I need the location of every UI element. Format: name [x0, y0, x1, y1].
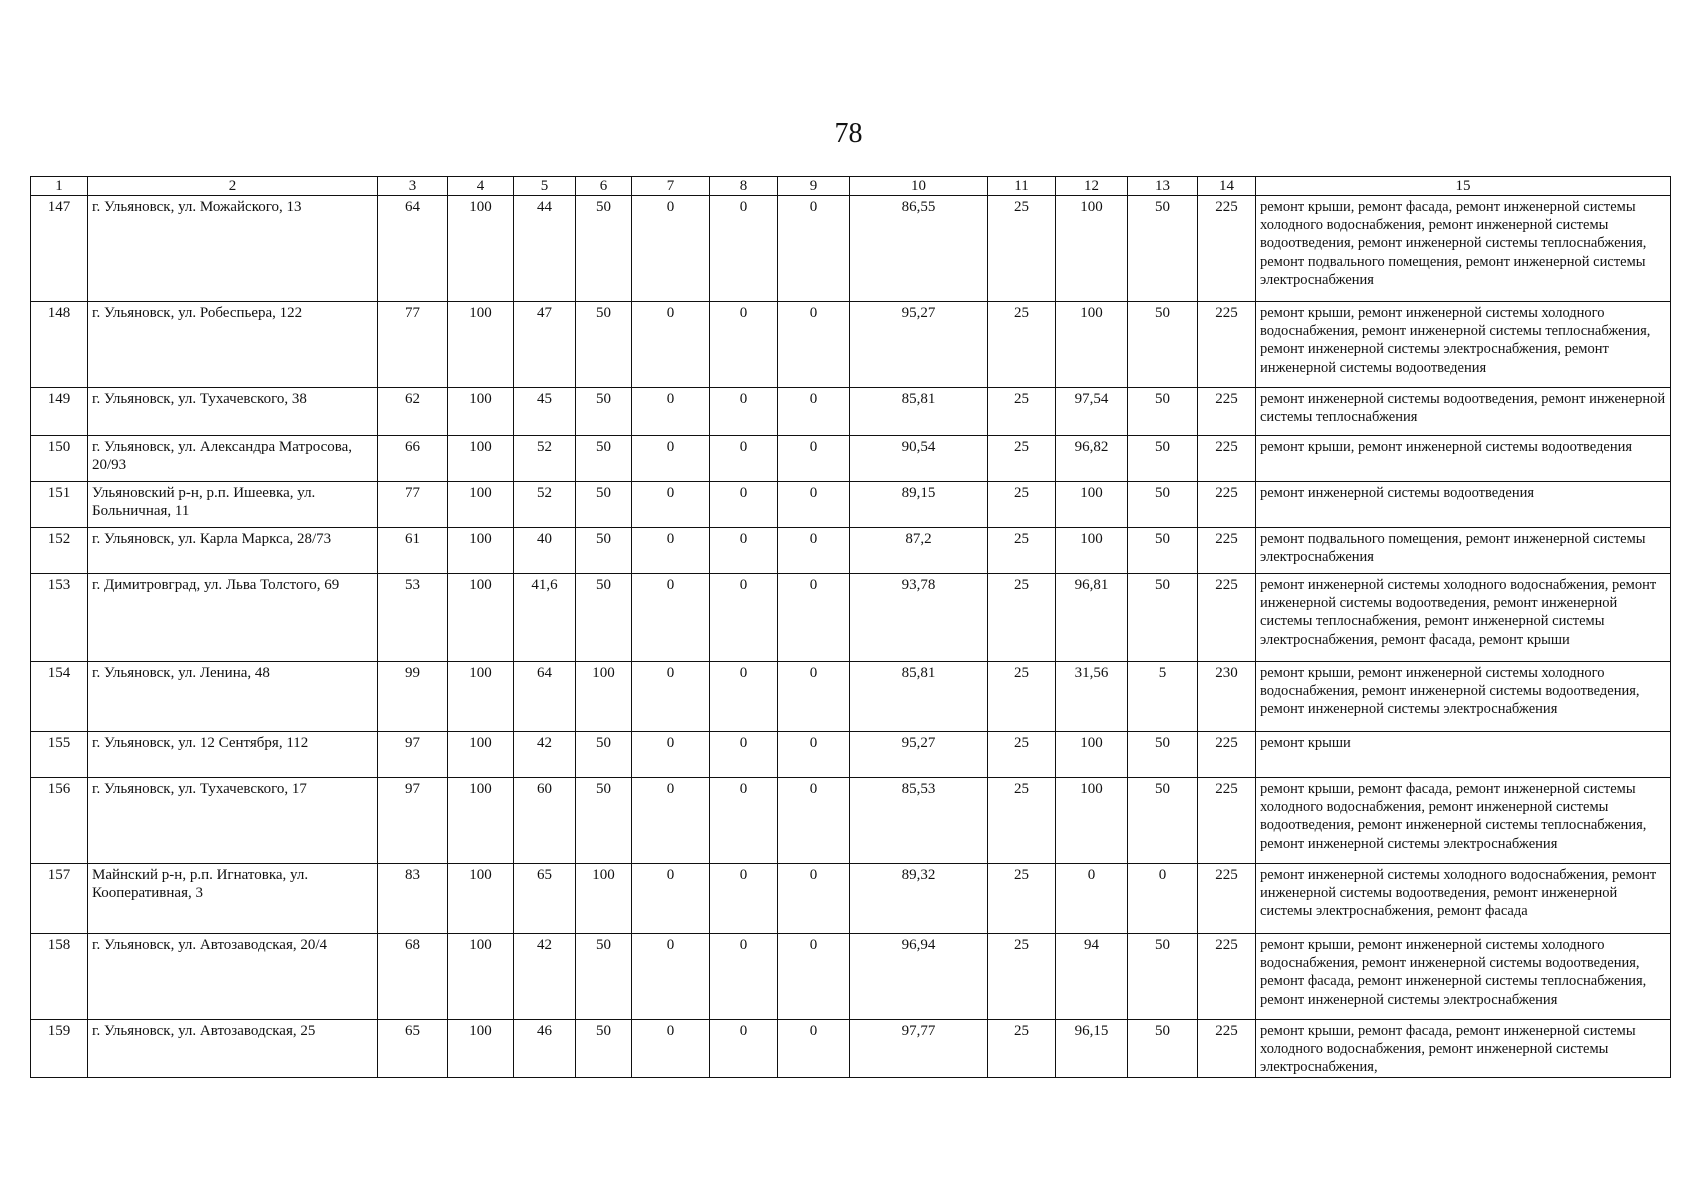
address-cell: г. Ульяновск, ул. Тухачевского, 17: [88, 778, 378, 864]
value-cell-c10: 90,54: [850, 436, 988, 482]
value-cell-c8: 0: [710, 864, 778, 934]
value-cell-c10: 87,2: [850, 528, 988, 574]
value-cell-c4: 100: [448, 574, 514, 662]
value-cell-c3: 68: [378, 934, 448, 1020]
value-cell-c4: 100: [448, 302, 514, 388]
table-row: [31, 864, 1671, 934]
value-cell-c5: 64: [514, 662, 576, 732]
value-cell-c12: 96,15: [1056, 1020, 1128, 1078]
value-cell-c12: 100: [1056, 482, 1128, 528]
value-cell-c4: 100: [448, 778, 514, 864]
value-cell-c6: 50: [576, 388, 632, 436]
value-cell-c10: 85,81: [850, 388, 988, 436]
value-cell-c5: 42: [514, 732, 576, 778]
value-cell-c7: 0: [632, 864, 710, 934]
works-cell: ремонт крыши, ремонт инженерной системы холодного водоснабжения, ремонт инженерной системы водоотведения, ремонт инженерной системы электроснабжения: [1256, 662, 1671, 732]
value-cell-c8: 0: [710, 662, 778, 732]
row-number-cell: 158: [31, 934, 88, 1020]
value-cell-c7: 0: [632, 732, 710, 778]
value-cell-c14: 230: [1198, 662, 1256, 732]
value-cell-c5: 60: [514, 778, 576, 864]
value-cell-c6: 50: [576, 482, 632, 528]
value-cell-c7: 0: [632, 196, 710, 302]
works-cell: ремонт инженерной системы холодного водоснабжения, ремонт инженерной системы водоотведения, ремонт инженерной системы теплоснабжения, ремонт инженерной системы электроснабжения, ремонт фасада, ремонт крыши: [1256, 574, 1671, 662]
value-cell-c7: 0: [632, 528, 710, 574]
value-cell-c6: 50: [576, 934, 632, 1020]
value-cell-c12: 0: [1056, 864, 1128, 934]
address-cell: г. Ульяновск, ул. Карла Маркса, 28/73: [88, 528, 378, 574]
row-number-cell: 157: [31, 864, 88, 934]
value-cell-c11: 25: [988, 732, 1056, 778]
works-cell: ремонт крыши, ремонт инженерной системы водоотведения: [1256, 436, 1671, 482]
value-cell-c7: 0: [632, 778, 710, 864]
column-header-2: 2: [88, 177, 378, 196]
value-cell-c3: 97: [378, 732, 448, 778]
value-cell-c8: 0: [710, 1020, 778, 1078]
value-cell-c4: 100: [448, 732, 514, 778]
table-body: [31, 196, 1671, 1078]
value-cell-c10: 95,27: [850, 732, 988, 778]
row-number-cell: 149: [31, 388, 88, 436]
table-row: [31, 436, 1671, 482]
column-header-1: 1: [31, 177, 88, 196]
value-cell-c6: 50: [576, 732, 632, 778]
value-cell-c7: 0: [632, 574, 710, 662]
address-cell: г. Ульяновск, ул. Автозаводская, 20/4: [88, 934, 378, 1020]
value-cell-c9: 0: [778, 934, 850, 1020]
header-row: [31, 177, 1671, 196]
works-cell: ремонт крыши, ремонт фасада, ремонт инженерной системы холодного водоснабжения, ремонт инженерной системы водоотведения, ремонт инженерной системы теплоснабжения, ремонт подвального помещения, ремонт инженерной системы электроснабжения: [1256, 196, 1671, 302]
value-cell-c10: 89,32: [850, 864, 988, 934]
value-cell-c8: 0: [710, 934, 778, 1020]
table-row: [31, 302, 1671, 388]
column-header-7: 7: [632, 177, 710, 196]
value-cell-c6: 50: [576, 574, 632, 662]
value-cell-c13: 0: [1128, 864, 1198, 934]
column-header-4: 4: [448, 177, 514, 196]
value-cell-c14: 225: [1198, 528, 1256, 574]
value-cell-c14: 225: [1198, 864, 1256, 934]
value-cell-c10: 93,78: [850, 574, 988, 662]
value-cell-c12: 31,56: [1056, 662, 1128, 732]
table-row: [31, 934, 1671, 1020]
value-cell-c7: 0: [632, 1020, 710, 1078]
value-cell-c14: 225: [1198, 196, 1256, 302]
value-cell-c8: 0: [710, 528, 778, 574]
value-cell-c14: 225: [1198, 482, 1256, 528]
value-cell-c9: 0: [778, 436, 850, 482]
value-cell-c8: 0: [710, 482, 778, 528]
table-row: [31, 196, 1671, 302]
value-cell-c4: 100: [448, 934, 514, 1020]
value-cell-c9: 0: [778, 482, 850, 528]
value-cell-c5: 47: [514, 302, 576, 388]
value-cell-c13: 50: [1128, 1020, 1198, 1078]
value-cell-c14: 225: [1198, 778, 1256, 864]
value-cell-c8: 0: [710, 388, 778, 436]
value-cell-c4: 100: [448, 528, 514, 574]
value-cell-c3: 64: [378, 196, 448, 302]
table-row: [31, 1020, 1671, 1078]
value-cell-c13: 50: [1128, 934, 1198, 1020]
value-cell-c13: 50: [1128, 778, 1198, 864]
address-cell: г. Ульяновск, ул. Робеспьера, 122: [88, 302, 378, 388]
page-number: 78: [834, 118, 863, 149]
value-cell-c13: 50: [1128, 196, 1198, 302]
value-cell-c8: 0: [710, 436, 778, 482]
row-number-cell: 151: [31, 482, 88, 528]
value-cell-c6: 50: [576, 302, 632, 388]
column-header-9: 9: [778, 177, 850, 196]
value-cell-c4: 100: [448, 388, 514, 436]
value-cell-c9: 0: [778, 388, 850, 436]
value-cell-c11: 25: [988, 302, 1056, 388]
value-cell-c7: 0: [632, 436, 710, 482]
value-cell-c3: 77: [378, 482, 448, 528]
works-cell: ремонт подвального помещения, ремонт инженерной системы электроснабжения: [1256, 528, 1671, 574]
table-row: [31, 662, 1671, 732]
value-cell-c7: 0: [632, 934, 710, 1020]
column-header-15: 15: [1256, 177, 1671, 196]
value-cell-c8: 0: [710, 302, 778, 388]
value-cell-c6: 50: [576, 778, 632, 864]
value-cell-c6: 100: [576, 864, 632, 934]
value-cell-c7: 0: [632, 662, 710, 732]
value-cell-c7: 0: [632, 302, 710, 388]
value-cell-c9: 0: [778, 528, 850, 574]
value-cell-c9: 0: [778, 574, 850, 662]
value-cell-c14: 225: [1198, 1020, 1256, 1078]
value-cell-c6: 100: [576, 662, 632, 732]
row-number-cell: 156: [31, 778, 88, 864]
table-row: [31, 388, 1671, 436]
value-cell-c3: 65: [378, 1020, 448, 1078]
value-cell-c13: 50: [1128, 302, 1198, 388]
value-cell-c13: 50: [1128, 388, 1198, 436]
value-cell-c8: 0: [710, 732, 778, 778]
value-cell-c13: 50: [1128, 732, 1198, 778]
table-row: [31, 574, 1671, 662]
value-cell-c3: 83: [378, 864, 448, 934]
value-cell-c8: 0: [710, 778, 778, 864]
value-cell-c13: 50: [1128, 574, 1198, 662]
works-cell: ремонт крыши, ремонт инженерной системы холодного водоснабжения, ремонт инженерной системы теплоснабжения, ремонт инженерной системы электроснабжения, ремонт инженерной системы водоотведения: [1256, 302, 1671, 388]
value-cell-c7: 0: [632, 482, 710, 528]
value-cell-c13: 5: [1128, 662, 1198, 732]
column-header-5: 5: [514, 177, 576, 196]
address-cell: Майнский р-н, р.п. Игнатовка, ул. Кооперативная, 3: [88, 864, 378, 934]
column-header-14: 14: [1198, 177, 1256, 196]
value-cell-c6: 50: [576, 528, 632, 574]
value-cell-c5: 46: [514, 1020, 576, 1078]
column-header-3: 3: [378, 177, 448, 196]
value-cell-c10: 85,53: [850, 778, 988, 864]
value-cell-c10: 95,27: [850, 302, 988, 388]
value-cell-c11: 25: [988, 662, 1056, 732]
value-cell-c5: 40: [514, 528, 576, 574]
column-header-12: 12: [1056, 177, 1128, 196]
column-header-10: 10: [850, 177, 988, 196]
value-cell-c3: 62: [378, 388, 448, 436]
value-cell-c5: 65: [514, 864, 576, 934]
table-row: [31, 732, 1671, 778]
value-cell-c10: 89,15: [850, 482, 988, 528]
value-cell-c6: 50: [576, 436, 632, 482]
table-header: [31, 177, 1671, 196]
works-cell: ремонт крыши, ремонт фасада, ремонт инженерной системы холодного водоснабжения, ремонт инженерной системы электроснабжения,: [1256, 1020, 1671, 1078]
works-cell: ремонт крыши, ремонт фасада, ремонт инженерной системы холодного водоснабжения, ремонт инженерной системы водоотведения, ремонт инженерной системы теплоснабжения, ремонт инженерной системы электроснабжения: [1256, 778, 1671, 864]
value-cell-c4: 100: [448, 436, 514, 482]
value-cell-c4: 100: [448, 196, 514, 302]
value-cell-c12: 100: [1056, 196, 1128, 302]
value-cell-c14: 225: [1198, 302, 1256, 388]
address-cell: г. Ульяновск, ул. Можайского, 13: [88, 196, 378, 302]
works-cell: ремонт инженерной системы водоотведения: [1256, 482, 1671, 528]
address-cell: г. Ульяновск, ул. Александра Матросова, 20/93: [88, 436, 378, 482]
address-cell: г. Ульяновск, ул. Тухачевского, 38: [88, 388, 378, 436]
address-cell: г. Ульяновск, ул. 12 Сентября, 112: [88, 732, 378, 778]
value-cell-c9: 0: [778, 778, 850, 864]
value-cell-c4: 100: [448, 662, 514, 732]
value-cell-c14: 225: [1198, 934, 1256, 1020]
row-number-cell: 155: [31, 732, 88, 778]
value-cell-c13: 50: [1128, 436, 1198, 482]
value-cell-c9: 0: [778, 732, 850, 778]
value-cell-c9: 0: [778, 662, 850, 732]
works-cell: ремонт инженерной системы водоотведения, ремонт инженерной системы теплоснабжения: [1256, 388, 1671, 436]
value-cell-c8: 0: [710, 574, 778, 662]
value-cell-c4: 100: [448, 482, 514, 528]
row-number-cell: 154: [31, 662, 88, 732]
row-number-cell: 150: [31, 436, 88, 482]
value-cell-c5: 45: [514, 388, 576, 436]
value-cell-c11: 25: [988, 574, 1056, 662]
value-cell-c11: 25: [988, 528, 1056, 574]
value-cell-c6: 50: [576, 1020, 632, 1078]
value-cell-c12: 100: [1056, 528, 1128, 574]
value-cell-c11: 25: [988, 864, 1056, 934]
value-cell-c14: 225: [1198, 732, 1256, 778]
value-cell-c4: 100: [448, 864, 514, 934]
works-cell: ремонт крыши: [1256, 732, 1671, 778]
value-cell-c10: 96,94: [850, 934, 988, 1020]
value-cell-c4: 100: [448, 1020, 514, 1078]
address-cell: г. Димитровград, ул. Льва Толстого, 69: [88, 574, 378, 662]
value-cell-c9: 0: [778, 196, 850, 302]
works-table: [30, 176, 1671, 1078]
value-cell-c3: 77: [378, 302, 448, 388]
value-cell-c5: 52: [514, 436, 576, 482]
value-cell-c12: 96,81: [1056, 574, 1128, 662]
works-cell: ремонт инженерной системы холодного водоснабжения, ремонт инженерной системы водоотведения, ремонт инженерной системы электроснабжения, ремонт фасада: [1256, 864, 1671, 934]
value-cell-c11: 25: [988, 934, 1056, 1020]
value-cell-c11: 25: [988, 436, 1056, 482]
value-cell-c13: 50: [1128, 528, 1198, 574]
value-cell-c5: 42: [514, 934, 576, 1020]
value-cell-c13: 50: [1128, 482, 1198, 528]
value-cell-c10: 86,55: [850, 196, 988, 302]
value-cell-c9: 0: [778, 864, 850, 934]
table-row: [31, 528, 1671, 574]
column-header-8: 8: [710, 177, 778, 196]
address-cell: г. Ульяновск, ул. Ленина, 48: [88, 662, 378, 732]
value-cell-c11: 25: [988, 482, 1056, 528]
value-cell-c12: 100: [1056, 732, 1128, 778]
value-cell-c11: 25: [988, 1020, 1056, 1078]
value-cell-c5: 41,6: [514, 574, 576, 662]
row-number-cell: 159: [31, 1020, 88, 1078]
works-cell: ремонт крыши, ремонт инженерной системы холодного водоснабжения, ремонт инженерной системы водоотведения, ремонт фасада, ремонт инженерной системы теплоснабжения, ремонт инженерной системы электроснабжения: [1256, 934, 1671, 1020]
value-cell-c5: 52: [514, 482, 576, 528]
value-cell-c9: 0: [778, 302, 850, 388]
value-cell-c14: 225: [1198, 388, 1256, 436]
address-cell: Ульяновский р-н, р.п. Ишеевка, ул. Больничная, 11: [88, 482, 378, 528]
column-header-11: 11: [988, 177, 1056, 196]
row-number-cell: 152: [31, 528, 88, 574]
table-row: [31, 778, 1671, 864]
value-cell-c11: 25: [988, 196, 1056, 302]
value-cell-c3: 66: [378, 436, 448, 482]
value-cell-c3: 97: [378, 778, 448, 864]
value-cell-c11: 25: [988, 388, 1056, 436]
value-cell-c12: 96,82: [1056, 436, 1128, 482]
column-header-6: 6: [576, 177, 632, 196]
value-cell-c8: 0: [710, 196, 778, 302]
value-cell-c3: 61: [378, 528, 448, 574]
value-cell-c9: 0: [778, 1020, 850, 1078]
value-cell-c14: 225: [1198, 436, 1256, 482]
value-cell-c3: 53: [378, 574, 448, 662]
value-cell-c11: 25: [988, 778, 1056, 864]
value-cell-c10: 85,81: [850, 662, 988, 732]
value-cell-c6: 50: [576, 196, 632, 302]
row-number-cell: 153: [31, 574, 88, 662]
column-header-13: 13: [1128, 177, 1198, 196]
value-cell-c14: 225: [1198, 574, 1256, 662]
value-cell-c10: 97,77: [850, 1020, 988, 1078]
address-cell: г. Ульяновск, ул. Автозаводская, 25: [88, 1020, 378, 1078]
row-number-cell: 148: [31, 302, 88, 388]
table-row: [31, 482, 1671, 528]
value-cell-c12: 94: [1056, 934, 1128, 1020]
value-cell-c12: 100: [1056, 302, 1128, 388]
value-cell-c5: 44: [514, 196, 576, 302]
value-cell-c12: 100: [1056, 778, 1128, 864]
row-number-cell: 147: [31, 196, 88, 302]
value-cell-c3: 99: [378, 662, 448, 732]
value-cell-c7: 0: [632, 388, 710, 436]
value-cell-c12: 97,54: [1056, 388, 1128, 436]
